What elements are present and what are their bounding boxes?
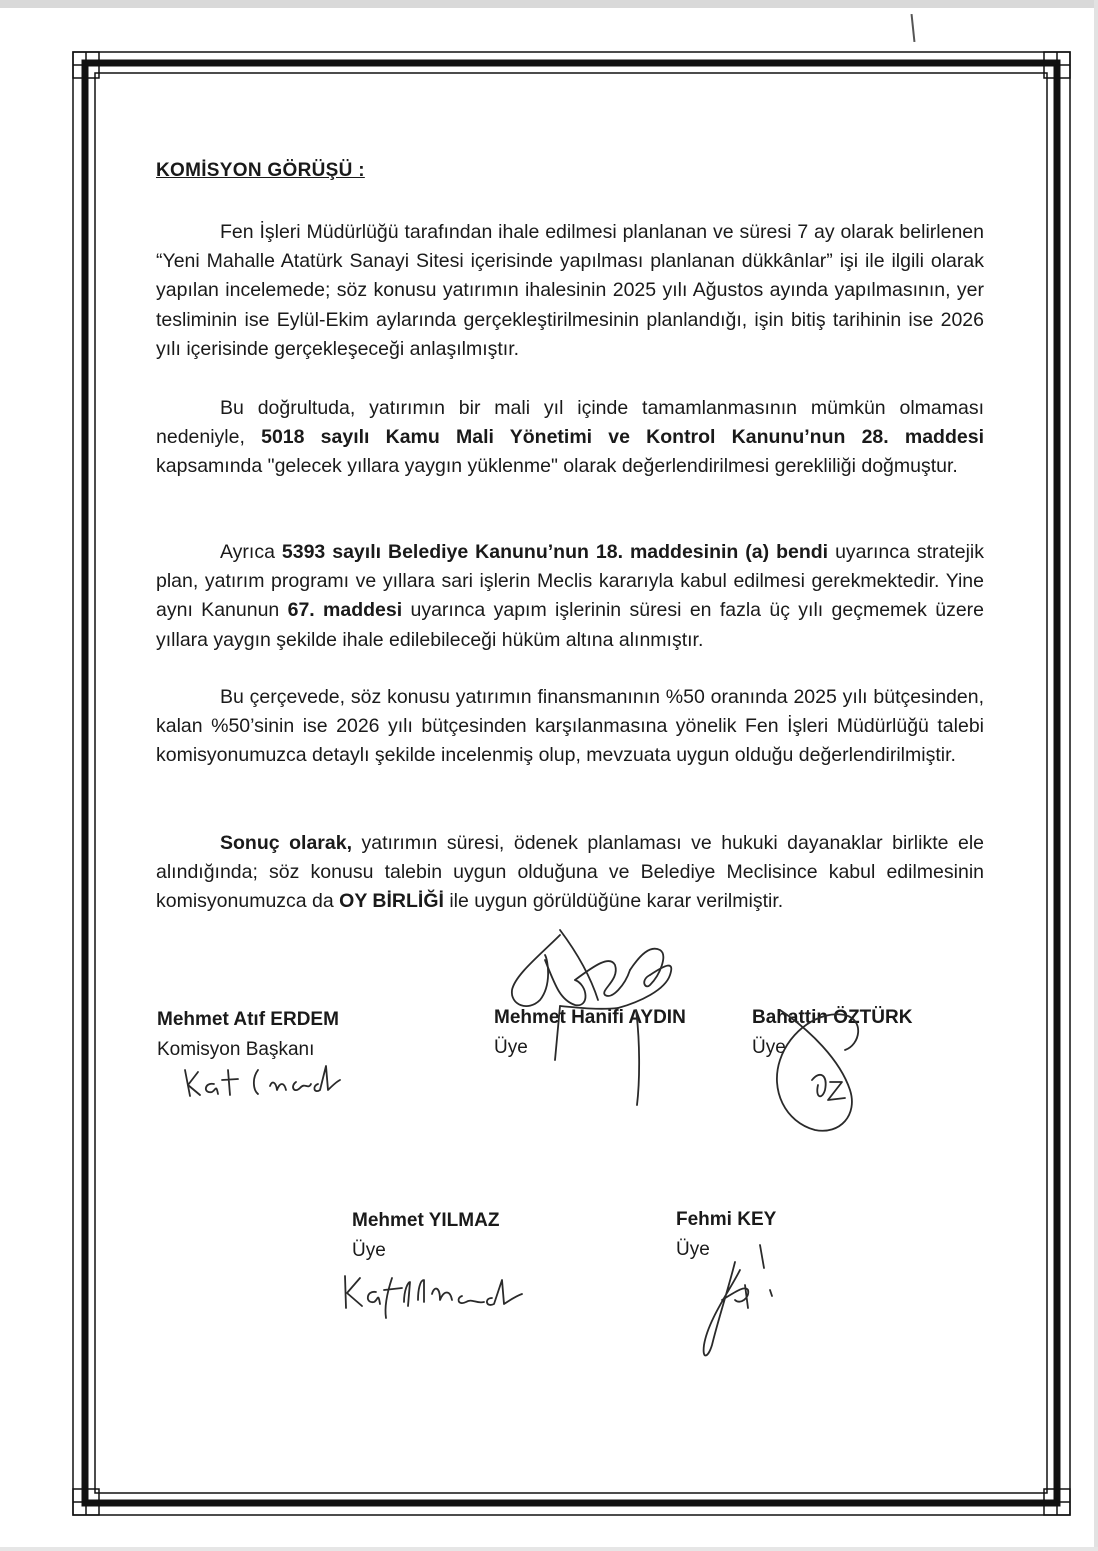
paragraph-1-text: Fen İşleri Müdürlüğü tarafından ihale edilmesi planlanan ve süresi 7 ay olarak belirlenen “Yeni Mahalle Atatürk Sanayi Sitesi içerisinde yapılması planlanan dükkânlar” işi ile ilgili olarak yapılan incelemede; söz konusu yatırımın ihalesinin 2025 yılı Ağustos ayında yapılmasının, yer tesliminin ise Eylül-Ekim aylarında gerçekleştirilmesinin planlandığı, işin bitiş tarihinin ise 2026 yılı içerisinde gerçekleşeceği anlaşılmıştır. — [156, 221, 984, 360]
paragraph-4 — [156, 683, 984, 771]
paragraph-5-bold-unanimous: OY BİRLİĞİ — [339, 890, 444, 913]
signatory-name: Mehmet Atıf ERDEM — [157, 1009, 339, 1030]
paragraph-5 — [156, 829, 984, 917]
signatory-title: Üye — [352, 1240, 386, 1261]
signatory-name: Fehmi KEY — [676, 1209, 777, 1230]
signatory-name: Bahattin ÖZTÜRK — [752, 1007, 913, 1028]
paragraph-2-text-end: kapsamında "gelecek yıllara yaygın yüklenme" olarak değerlendirilmesi gerekliliği doğmuştur. — [156, 455, 958, 478]
paragraph-2 — [156, 394, 984, 482]
paragraph-3-bold-law: 5393 sayılı Belediye Kanunu’nun 18. maddesinin (a) bendi — [281, 541, 829, 563]
signatory-title: Üye — [752, 1037, 786, 1058]
signatory-name: Mehmet YILMAZ — [352, 1210, 500, 1231]
signatory-5 — [676, 1205, 776, 1265]
signatory-3 — [752, 1003, 912, 1063]
paragraph-2-bold-law: 5018 sayılı Kamu Mali Yönetimi ve Kontrol Kanunu’nun 28. maddesi — [261, 426, 984, 449]
signatory-name: Mehmet Hanifi AYDIN — [494, 1007, 686, 1028]
document-heading: KOMİSYON GÖRÜŞÜ : — [156, 160, 365, 181]
paragraph-4-text: Bu çerçevede, söz konusu yatırımın finansmanının %50 oranında 2025 yılı bütçesinden, kalan %50’sinin ise 2026 yılı bütçesinden karşılanmasına yönelik Fen İşleri Müdürlüğü talebi komisyonumuzca detaylı şekilde incelenmiş olup, mevzuata uygun olduğu değerlendirilmiştir. — [156, 686, 984, 767]
paragraph-3 — [156, 538, 984, 655]
paragraph-5-bold-conclusion: Sonuç olarak, — [220, 832, 352, 854]
signatory-title: Üye — [494, 1037, 528, 1058]
paragraph-2-text: Bu doğrultuda, yatırımın bir mali yıl içinde tamamlanmasının mümkün olmaması nedeniyle, — [156, 397, 984, 449]
signatory-title: Komisyon Başkanı — [157, 1039, 315, 1060]
paragraph-5-text-end: ile uygun görüldüğüne karar verilmiştir. — [443, 890, 784, 913]
paragraph-5-text: yatırımın süresi, ödenek planlaması ve hukuki dayanaklar birlikte ele alındığında; söz konusu talebin uygun olduğuna ve Belediye Meclisince kabul edilmesinin komisyonumuzca da — [156, 832, 984, 913]
paragraph-3-text-mid: uyarınca stratejik plan, yatırım programı ve yıllara sari işlerin Meclis kararıyla kabul edilmesi gerekmektedir. Yine aynı Kanunun — [156, 541, 985, 622]
signatory-1 — [157, 1005, 339, 1065]
paragraph-1 — [156, 218, 984, 364]
signatory-2 — [494, 1003, 686, 1063]
paragraph-3-text-end: uyarınca yapım işlerinin süresi en fazla üç yılı geçmemek üzere yıllara yaygın şekilde ihale edilebileceği hüküm altına alınmıştır. — [156, 599, 984, 651]
paragraph-3-text: Ayrıca — [220, 541, 282, 563]
paragraph-3-bold-article: 67. maddesi — [287, 599, 403, 622]
signatory-title: Üye — [676, 1239, 710, 1260]
signatory-4 — [352, 1206, 499, 1266]
